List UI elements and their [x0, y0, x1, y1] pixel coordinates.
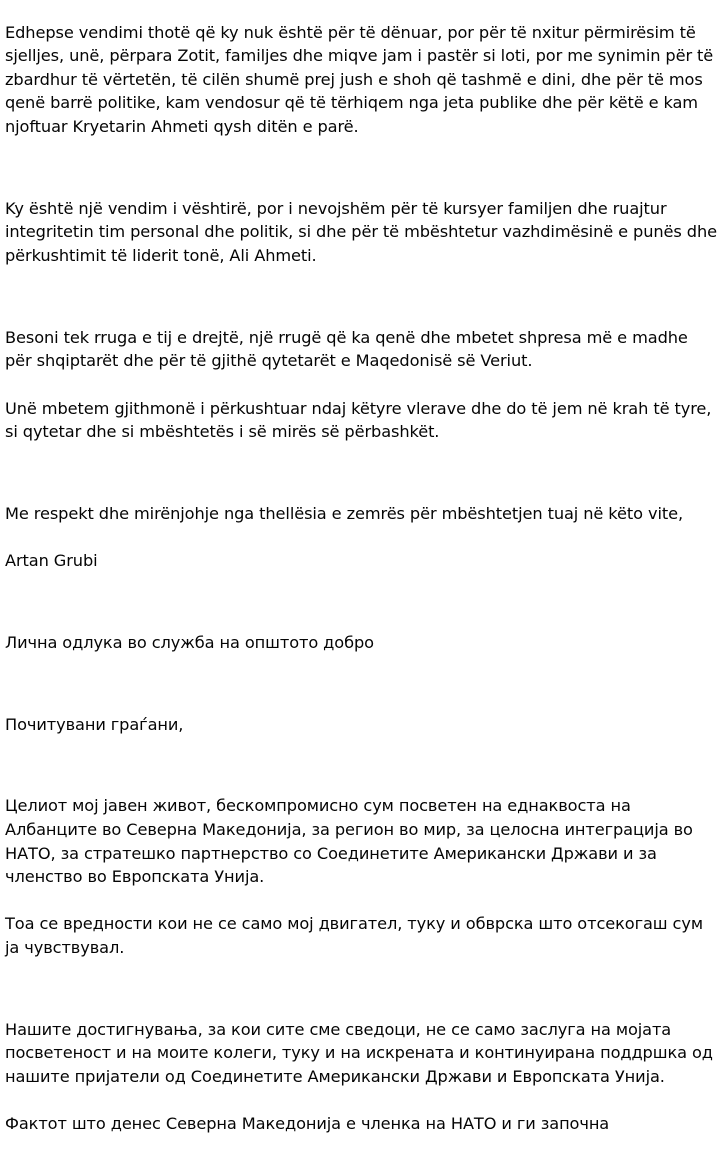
paragraph-3 [5, 302, 718, 467]
paragraph-6-line-1: Почитувани граѓани, [5, 714, 184, 734]
paragraph-2-line-1: Ky është një vendim i vështirë, por i nevojshëm për të kursyer familjen dhe ruajtur integritetin tim personal dhe politik, si dhe për të mbështetur vazhdimësinë e punës dhe përkushtimit të liderit tonë, Ali Ahmeti. [5, 198, 717, 265]
paragraph-8 [5, 994, 718, 1159]
paragraph-1 [5, 0, 718, 162]
paragraph-5-line-1: Лична одлука во служба на општото добро [5, 632, 374, 652]
paragraph-4 [5, 478, 718, 596]
paragraph-6 [5, 689, 718, 760]
paragraph-1-line-1: Edhepse vendimi thotë që ky nuk është për të dënuar, por për të nxitur përmirësim të sjelljes, unë, përpara Zotit, familjes dhe miqve jam i pastër si loti, por me synimin për të zbardhur të vërtetën, të cilën shumë prej jush e shoh që tashmë e dini, dhe për të mos qenë barrë politike, kam vendosur që të tërhiqem nga jeta publike dhe për këtë e kam njoftuar Kryetarin Ahmeti qysh ditën e parë. [5, 22, 714, 136]
paragraph-4-line-1: Me respekt dhe mirënjohje nga thellësia e zemrës për mbështetjen tuaj në këto vite, [5, 503, 683, 523]
paragraph-8-line-1: Нашите достигнувања, за кои сите сме сведоци, не се само заслуга на мојата посветеност и на моите колеги, туку и на искрената и континуирана поддршка од нашите пријатели од Соединетите Американски Држави и Европската Унија. [5, 1019, 713, 1086]
paragraph-7-line-1: Целиот мој јавен живот, бескомпромисно сум посветен на еднаквоста на Албанците во Северна Македонија, за регион во мир, за целосна интеграција во НАТО, за стратешко партнерство со Соединетите Американски Држави и за членство во Европската Унија. [5, 796, 693, 887]
paragraph-5 [5, 607, 718, 678]
paragraph-8-line-2: Фактот што денес Северна Македонија е членка на НАТО и ги започна [5, 1114, 610, 1134]
paragraph-7 [5, 771, 718, 983]
paragraph-3-line-1: Besoni tek rruga e tij e drejtë, një rrugë që ka qenë dhe mbetet shpresa më e madhe për shqiptarët dhe për të gjithë qytetarët e Maqedonisë së Veriut. [5, 327, 688, 371]
paragraph-7-line-2: Тоа се вредности кои не се само мој двигател, туку и обврска што отсекогаш сум ја чувствувал. [5, 914, 703, 957]
signature-name: Artan Grubi [5, 551, 98, 571]
paragraph-2 [5, 173, 718, 291]
paragraph-3-line-2: Unë mbetem gjithmonë i përkushtuar ndaj këtyre vlerave dhe do të jem në krah të tyre, si qytetar dhe si mbështetës i së mirës së përbashkët. [5, 398, 712, 442]
